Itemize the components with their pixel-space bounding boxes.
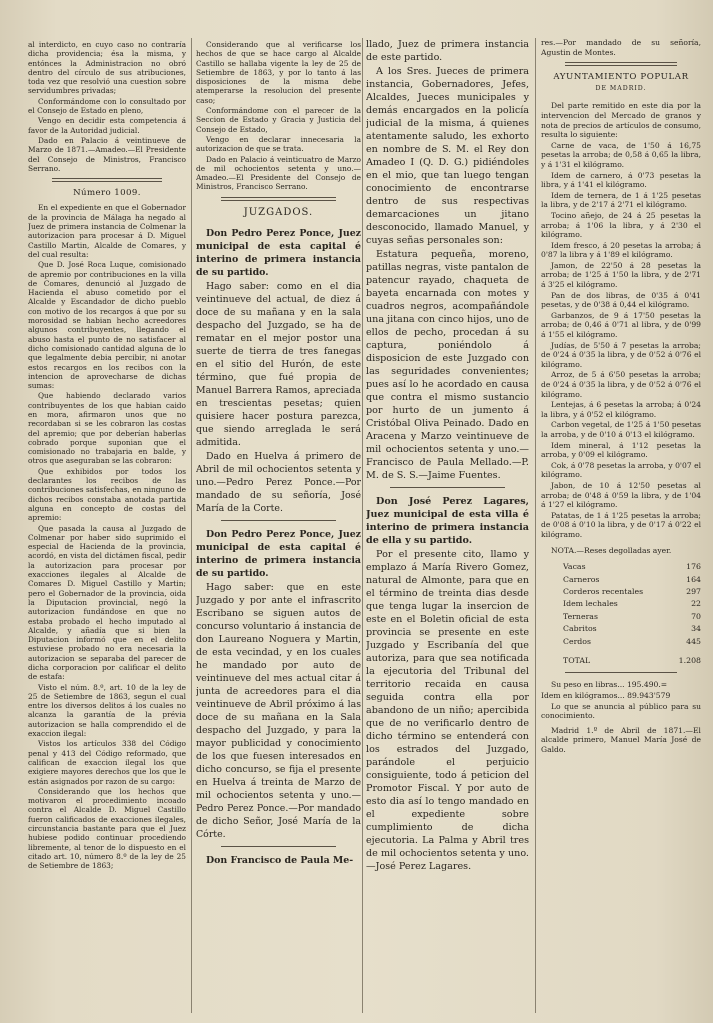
paragraph: Que D. José Roca Luque, comisionado de apremio por contribuciones en la villa de Comares, denunció al Juzgado de Hacienda el abuso cometido por el Alcalde y Escandador de dicho pueblo con motivo de los recargos á que por su morosidad se habian hecho acreedores algunos contribuyentes, llegando el abuso hasta el punto de no satisfacer al dicho comisionado cantidad alguna de lo que legalmente debia percibir, ni anotar estos recargos en los recibos con la intencion de aprovecharse de dichas sumas: bbox=[28, 260, 186, 391]
paragraph: llado, Juez de primera instancia de este partido. bbox=[366, 39, 529, 63]
livestock-count: 297 bbox=[686, 586, 701, 596]
section-separator bbox=[565, 62, 677, 66]
signature-paragraph: Madrid 1.º de Abril de 1871.—El alcalde primero, Manuel María José de Galdo. bbox=[541, 725, 701, 754]
price-item: Jamon, de 22'50 á 28 pesetas la arroba; de 1'25 á 1'50 la libra, y de 2'71 á 3'25 el kilógramo. bbox=[541, 260, 701, 290]
paragraph: Vengo en decidir esta competencia á favor de la Autoridad judicial. bbox=[28, 116, 186, 135]
total-label: TOTAL bbox=[563, 655, 591, 665]
price-item: Carne de vaca, de 1'50 á 16,75 pesetas la arroba; de 0,58 á 0,65 la libra, y á 1'31 el kilógramo. bbox=[541, 140, 701, 169]
section-separator bbox=[52, 178, 163, 182]
livestock-name: Cerdos bbox=[563, 636, 591, 646]
price-item: Carbon vegetal, de 1'25 á 1'50 pesetas la arroba, y de 0'10 á 0'13 el kilógramo. bbox=[541, 420, 701, 439]
livestock-table bbox=[541, 561, 701, 667]
paragraph: res.—Por mandado de su señoría, Agustin de Montes. bbox=[541, 38, 701, 57]
column-4 bbox=[541, 38, 701, 1013]
total-row bbox=[541, 648, 701, 667]
livestock-name: Idem lechales bbox=[563, 599, 618, 609]
edict-heading: Don José Perez Lagares, Juez municipal de esta villa é interino de primera instancia de ella y su partido. bbox=[366, 496, 529, 546]
total-value: 1.208 bbox=[678, 655, 701, 665]
column-3 bbox=[366, 38, 529, 1013]
paragraph: Que habiendo declarado varios contribuyentes de los que habian caido en mora, afirmaron unos que no recordaban si se les cobraron las costas del apremio; que por deberían haberlas cobrado porque suponian que el comisionado no trabajaria en balde, y otros que aseguraban se las cobraron: bbox=[28, 391, 186, 466]
paragraph: Vistos los artículos 338 del Código penal y 413 del Código reformado, que califican de exaccion ilegal los que exigiere mayores derechos que los que le están asignados por razon de su cargo: bbox=[28, 739, 186, 786]
livestock-name: Terneras bbox=[563, 611, 598, 621]
section-separator bbox=[390, 487, 504, 488]
paragraph: Conformándome con el parecer de la Seccion de Estado y Gracia y Justicia del Consejo de Estado, bbox=[196, 106, 361, 134]
price-list bbox=[541, 141, 701, 540]
paragraph: Que pasada la causa al Juzgado de Colmenar por haber sido suprimido el especial de Hacienda de la provincia, acordó, en vista del dictámen fiscal, pedir la autorizacion para procesar por exacciones ilegales al Alcalde de Comares D. Miguel Castillo y Martin; pero el Gobernador de la provincia, oida la Diputacion provincial, negó la autorizacion fundándose en que no estaba probado el hecho imputado al Alcalde, y añadía que si bien la Diputacion informó que en el delito estuviese probado no era necesaria la autorizacion se separaba del parecer de dicha corporacion por calificar el delito de estafa: bbox=[28, 523, 186, 682]
table-row bbox=[541, 611, 701, 623]
table-row bbox=[541, 574, 701, 586]
price-item: Idem fresco, á 20 pesetas la arroba; á 0'87 la libra y á 1'89 el kilógramo. bbox=[541, 240, 701, 260]
column-1 bbox=[28, 40, 186, 1015]
section-subheading: DE MADRID. bbox=[595, 84, 647, 92]
price-item: Lentejas, á 6 pesetas la arroba; á 0'24 la libra, y á 0'52 el kilógramo. bbox=[541, 400, 701, 419]
edict-1 bbox=[196, 227, 361, 515]
paragraph: Considerando que los hechos que motivaron el procedimiento incoado contra el Alcalde D. Miguel Castillo fueron calificados de exacciones ilegales, circunstancia bastante para que el Juez hubiese podido continuar procediendo libremente, al tenor de lo dispuesto en el citado art. 10, número 8.º de la ley de 25 de Setiembre de 1863; bbox=[28, 786, 186, 871]
edict-2 bbox=[196, 528, 361, 841]
paragraph: Su peso en libras... 195.490.= bbox=[551, 680, 668, 690]
paragraph: Vengo en declarar innecesaria la autorizacion de que se trata. bbox=[196, 134, 361, 154]
price-item: Arroz, de 5 á 6'50 pesetas la arroba; de 0'24 á 0'35 la libra, y de 0'52 á 0'76 el kilógramo. bbox=[541, 370, 701, 399]
paragraph: al interdicto, en cuyo caso no contraría dicha providencia; ésa la misma, y entónces la Administracion no obró dentro del círculo de sus atribuciones, toda vez que resolvió una cuestion sobre servidumbres privadas; bbox=[28, 40, 186, 96]
edict-3 bbox=[196, 854, 361, 867]
price-item: Idem de carnero, á 0'73 pesetas la libra, y á 1'41 el kilógramo. bbox=[541, 170, 701, 190]
decree-number: Número 1009. bbox=[73, 188, 141, 199]
livestock-name: Carneros bbox=[563, 574, 600, 584]
section-separator bbox=[565, 672, 677, 673]
paragraph: Considerando que al verificarse los hechos de que se hace cargo al Alcalde Castillo se hallaba vigente la ley de 25 de Setiembre de 1863, y por lo tanto á las disposiciones de la misma debe atemperarse la resolucion del presente caso; bbox=[196, 40, 361, 105]
section-separator bbox=[221, 520, 337, 521]
livestock-count: 34 bbox=[691, 624, 701, 634]
price-item: Idem de ternera, de 1 á 1'25 pesetas la libra, y de 2'17 á 2'71 el kilógramo. bbox=[541, 190, 701, 210]
paragraph: Dado en Palacio á veinticuatro de Marzo de mil ochocientos setenta y uno.—Amadeo.—El Presidente del Consejo de Ministros, Francisco Serrano. bbox=[196, 154, 361, 192]
paragraph: Hago saber: como en el dia veintinueve del actual, de diez á doce de su mañana y en la sala despacho del Juzgado, se ha de rematar en el mejor postor una suerte de tierra de tres fanegas en el sitio del Hurón, de este término, que fué propia de Manuel Barrera Ramos, apreciada en trescientas pesetas; quien quisiere hacer postura parezca, que siendo arreglada le será admitida. bbox=[196, 281, 361, 449]
section-heading: AYUNTAMIENTO POPULAR bbox=[553, 72, 689, 83]
column-2 bbox=[196, 40, 361, 1015]
column-divider bbox=[535, 38, 536, 1013]
paragraph: Estatura pequeña, moreno, patillas negras, viste pantalon de patencur rayado, chaqueta de bayeta encarnada con motes y cuadros negros, acompañándole una jitana con cinco hijos, uno de ellos de pecho, procedan á su captura, poniéndolo á disposicion de este Juzgado con las seguridades convenientes; pues así lo he acordado en causa que contra el mismo sustancio por hurto de un jumento á Cristóbal Oliva Peinado. Dado en Aracena y Marzo veintinueve de mil ochocientos setenta y uno.—Francisco de Paula Mellado.—P. M. de S. S.—Jaime Fuentes. bbox=[366, 249, 529, 481]
table-row bbox=[541, 598, 701, 610]
price-item: Cok, á 0'78 pesetas la arroba, y 0'07 el kilógramo. bbox=[541, 460, 701, 480]
section-separator bbox=[221, 197, 337, 201]
paragraph: Por el presente cito, llamo y emplazo á María Rivero Gomez, natural de Almonte, para que en el término de treinta dias desde que tenga lugar la insercion de este en el Boletin oficial de esta provincia se presente en este Juzgado y Escribanía del que autoriza, para que sea notificada la ejecutoria del Tribunal del territorio recaida en causa seguida contra ella por abandono de un niño; apercibida que de no verificarlo dentro de dicho término se entenderá con los estrados del Juzgado, parándole el perjuicio consiguiente, todo á peticion del Promotor Fiscal. Y por auto de esto dia así lo tengo mandado en el expediente sobre cumplimiento de dicha ejecutoria. La Palma y Abril tres de mil ochocientos setenta y uno.—José Perez Lagares. bbox=[366, 549, 529, 872]
livestock-count: 70 bbox=[691, 611, 701, 621]
table-row bbox=[541, 636, 701, 648]
paragraph: Idem en kilógramos... 89.943'579 bbox=[541, 690, 671, 700]
paragraph: A los Sres. Jueces de primera instancia, Gobernadores, Jefes, Alcaldes, Jueces municipales y demás encargados en la policía judicial de la misma, á quienes atentamente saludo, les exhorto en nombre de S. M. el Rey don Amadeo I (Q. D. G.) pidiéndoles en el mio, que tan luego tengan conocimiento de encontrarse dentro de sus respectivas demarcaciones un jitano desconocido, llamado Manuel, y cuyas señas personales son: bbox=[366, 66, 529, 246]
note-heading: NOTA.—Reses degolladas ayer. bbox=[551, 545, 672, 555]
price-item: Garbanzos, de 9 á 17'50 pesetas la arroba; de 0,46 á 0'71 al libra, y de 0'99 á 1'55 el kilógramo. bbox=[541, 310, 701, 340]
livestock-name: Vacas bbox=[563, 562, 586, 572]
paragraph: Dado en Huelva á primero de Abril de mil ochocientos setenta y uno.—Pedro Perez Ponce.—Por mandado de su señoría, José María de la Corte. bbox=[196, 451, 361, 515]
paragraph: Que exhibidos por todos los declarantes los recibos de las contribuciones satisfechas, en ninguno de dichos recibos constaba anotada partida alguna en concepto de costas del apremio: bbox=[28, 466, 186, 523]
price-item: Judías, de 5'50 á 7 pesetas la arroba; de 0'24 á 0'35 la libra, y de 0'52 á 0'76 el kilógramo. bbox=[541, 340, 701, 369]
price-item: Jabon, de 10 á 12'50 pesetas al arroba; de 0'48 á 0'59 la libra, y de 1'04 á 1'27 el kilógramo. bbox=[541, 480, 701, 510]
livestock-count: 176 bbox=[686, 562, 701, 572]
table-row bbox=[541, 623, 701, 635]
paragraph: Dado en Palacio á veintinueve de Marzo de 1871.—Amadeo.—El Presidente del Consejo de Ministros, Francisco Serrano. bbox=[28, 135, 186, 173]
livestock-name: Cabritos bbox=[563, 624, 597, 634]
edict-heading: Don Pedro Perez Ponce, Juez municipal de esta capital é interino de primera instancia de su partido. bbox=[196, 228, 361, 279]
section-heading: JUZGADOS. bbox=[243, 206, 314, 218]
table-row bbox=[541, 561, 701, 573]
livestock-count: 22 bbox=[691, 599, 701, 609]
column-divider bbox=[362, 38, 363, 1013]
livestock-count: 445 bbox=[686, 636, 701, 646]
paragraph: Hago saber: que en este Juzgado y por ante el infrascrito Escribano se siguen autos de concurso voluntario á instancia de don Laureano Noguera y Martin, de esta vecindad, y en los cuales he mandado por auto de veintinueve del mes actual citar á junta de acreedores para el dia veintinueve de Abril próximo á las doce de su mañana en la Sala despacho del Juzgado, y para la mayor publicidad y conocimiento de los que fuesen interesados en dicho concurso, se fija el presente en Huelva á treinta de Marzo de mil ochocientos setenta y uno.—Pedro Perez Ponce.—Por mandado de dicho Señor, José María de la Córte. bbox=[196, 582, 361, 841]
section-separator bbox=[221, 846, 337, 847]
edict-heading: Don Francisco de Paula Me- bbox=[206, 855, 354, 867]
price-item: Idem mineral, á 1'12 pesetas la arroba, y 0'09 el kilógramo. bbox=[541, 440, 701, 460]
edict-heading: Don Pedro Perez Ponce, Juez municipal de esta capital é interino de primera instancia de su partido. bbox=[196, 529, 361, 580]
table-row bbox=[541, 586, 701, 598]
price-item: Pan de dos libras, de 0'35 á 0'41 pesetas, y de 0'38 á 0,44 el kilógramo. bbox=[541, 290, 701, 310]
price-item: Tocino añejo, de 24 á 25 pesetas la arroba; á 1'06 la libra, y á 2'30 el kilógramo. bbox=[541, 210, 701, 240]
price-item: Patatas, de 1 á 1'25 pesetas la arroba; de 0'08 á 0'10 la libra, y de 0'17 á 0'22 el kilógramo. bbox=[541, 510, 701, 539]
column-divider bbox=[191, 38, 192, 1013]
livestock-count: 164 bbox=[686, 574, 701, 584]
paragraph: Visto el núm. 8.º, art. 10 de la ley de 25 de Setiembre de 1863, segun el cual entre los diversos delitos á los cuales no alcanza la garantía de la prévia autorizacion se halla comprendido el de exaccion ilegal: bbox=[28, 682, 186, 739]
paragraph: En el expediente en que el Gobernador de la provincia de Málaga ha negado al Juez de primera instancia de Colmenar la autorizacion para procesar á D. Miguel Castillo Martin, Alcalde de Comares, y del cual resulta: bbox=[28, 203, 186, 259]
paragraph: Conformándome con lo consultado por el Consejo de Estado en pleno, bbox=[28, 96, 186, 116]
paragraph: Del parte remitido en este dia por la intervencion del Mercado de granos y nota de precios de artículos de consumo, resulta lo siguiente: bbox=[541, 101, 701, 140]
livestock-name: Corderos recentales bbox=[563, 586, 644, 596]
paragraph: Lo que se anuncia al público para su conocimiento. bbox=[541, 701, 701, 721]
